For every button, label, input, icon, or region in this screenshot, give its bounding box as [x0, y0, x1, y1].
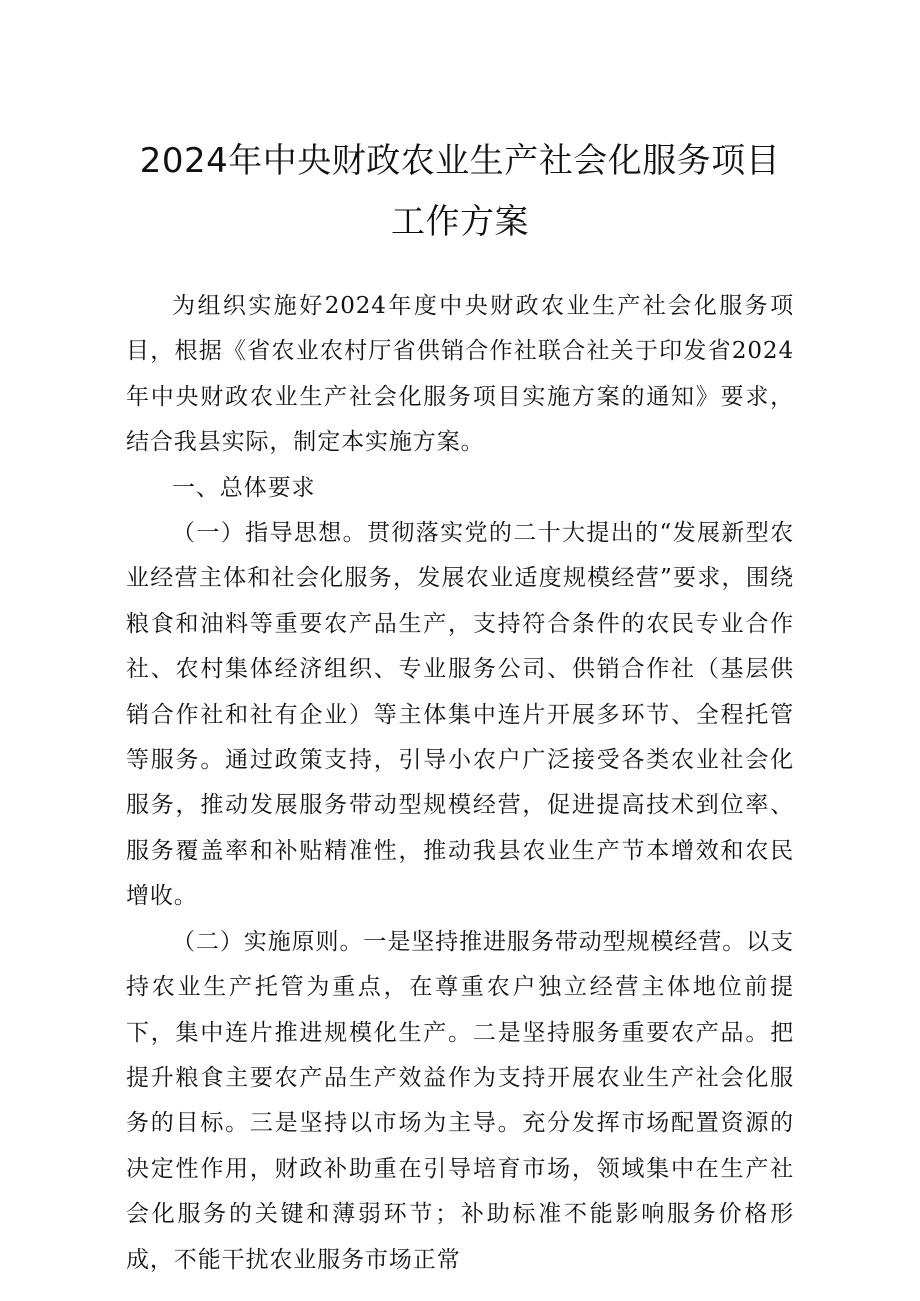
document-title-line-2: 工作方案	[391, 202, 529, 242]
document-body	[126, 284, 794, 1283]
guiding-ideology-paragraph: （一）指导思想。贯彻落实党的二十大提出的“发展新型农业经营主体和社会化服务，发展农业适度规模经营”要求，围绕粮食和油料等重要农产品生产，支持符合条件的农民专业合作社、农村集体经济组织、专业服务公司、供销合作社（基层供销合作社和社有企业）等主体集中连片开展多环节、全程托管等服务。通过政策支持，引导小农户广泛接受各类农业社会化服务，推动发展服务带动型规模经营，促进提高技术到位率、服务覆盖率和补贴精准性，推动我县农业生产节本增效和农民增收。	[126, 520, 794, 910]
implementation-principles-paragraph: （二）实施原则。一是坚持推进服务带动型规模经营。以支持农业生产托管为重点，在尊重农户独立经营主体地位前提下，集中连片推进规模化生产。二是坚持服务重要农产品。把提升粮食主要农产品生产效益作为支持开展农业生产社会化服务的目标。三是坚持以市场为主导。充分发挥市场配置资源的决定性作用，财政补助重在引导培育市场，领域集中在生产社会化服务的关键和薄弱环节；补助标准不能影响服务价格形成，不能干扰农业服务市场正常	[126, 928, 794, 1273]
section-heading-general-requirements: 一、总体要求	[172, 474, 316, 501]
document-title-line-1: 2024年中央财政农业生产社会化服务项目	[139, 141, 781, 181]
intro-paragraph: 为组织实施好2024年度中央财政农业生产社会化服务项目，根据《省农业农村厅省供销合作社联合社关于印发省2024年中央财政农业生产社会化服务项目实施方案的通知》要求，结合我县实际，制定本实施方案。	[126, 293, 794, 456]
